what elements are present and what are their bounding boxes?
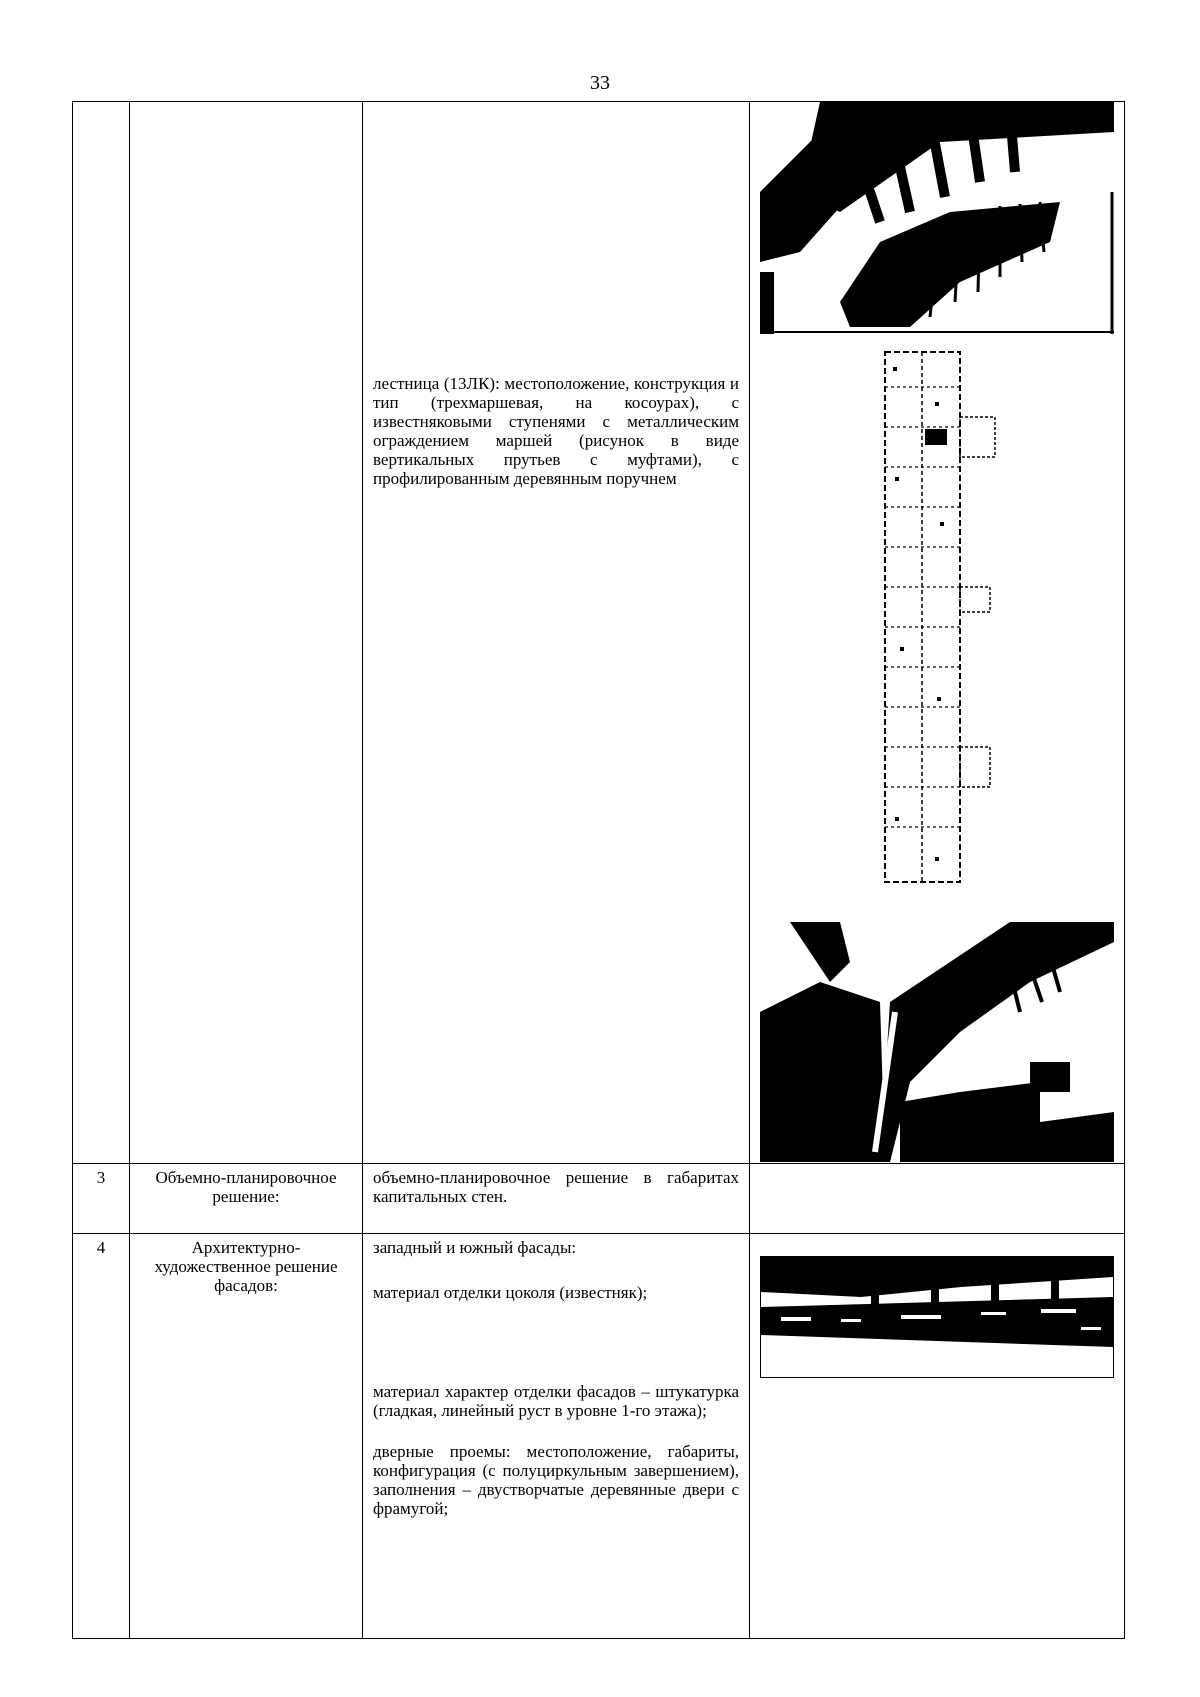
facade-item: дверные проемы: местоположение, габариты, конфигурация (с полуциркульным завершением), заполнения – двустворчатые деревянные двери с фрамугой; [373,1442,739,1518]
facade-item: материал отделки цоколя (известняк); [373,1283,648,1302]
num-cell [73,102,130,1164]
description-cell [363,1164,750,1234]
image-cell [750,1164,1125,1234]
image-cell [750,102,1125,1164]
facade-item: западный и южный фасады: [373,1238,577,1257]
limestone-plinth-photo-icon [760,1256,1114,1378]
description-cell [363,1234,750,1639]
page-number: 33 [590,72,610,94]
planning-description: объемно-планировочное решение в габаритах капитальных стен. [373,1168,739,1206]
row-number: 3 [73,1164,130,1234]
row-name: Архитектурно-художественное решение фасадов: [130,1234,363,1639]
stair-description: лестница (13ЛК): местоположение, конструкция и тип (трехмаршевая, на косоурах), с известняковыми ступенями с металлическим ограждением маршей (рисунок в виде вертикальных прутьев с муфтами), с профилированным деревянным поручнем [373,374,739,488]
description-cell [363,102,750,1164]
staircase-underside-photo-icon [760,922,1114,1162]
name-cell [130,102,363,1164]
row-name: Объемно-планировочное решение: [130,1164,363,1234]
table-row-planning [73,1164,1125,1234]
row-number: 4 [73,1234,130,1639]
image-cell [750,1234,1125,1639]
table-row-facades [73,1234,1125,1639]
facade-item: материал характер отделки фасадов – штукатурка (гладкая, линейный руст в уровне 1-го этажа); [373,1382,739,1420]
protected-items-table [72,101,1125,1639]
floor-plan-icon [865,347,1005,887]
staircase-photo-icon [760,102,1114,334]
table-row-stair [73,102,1125,1164]
